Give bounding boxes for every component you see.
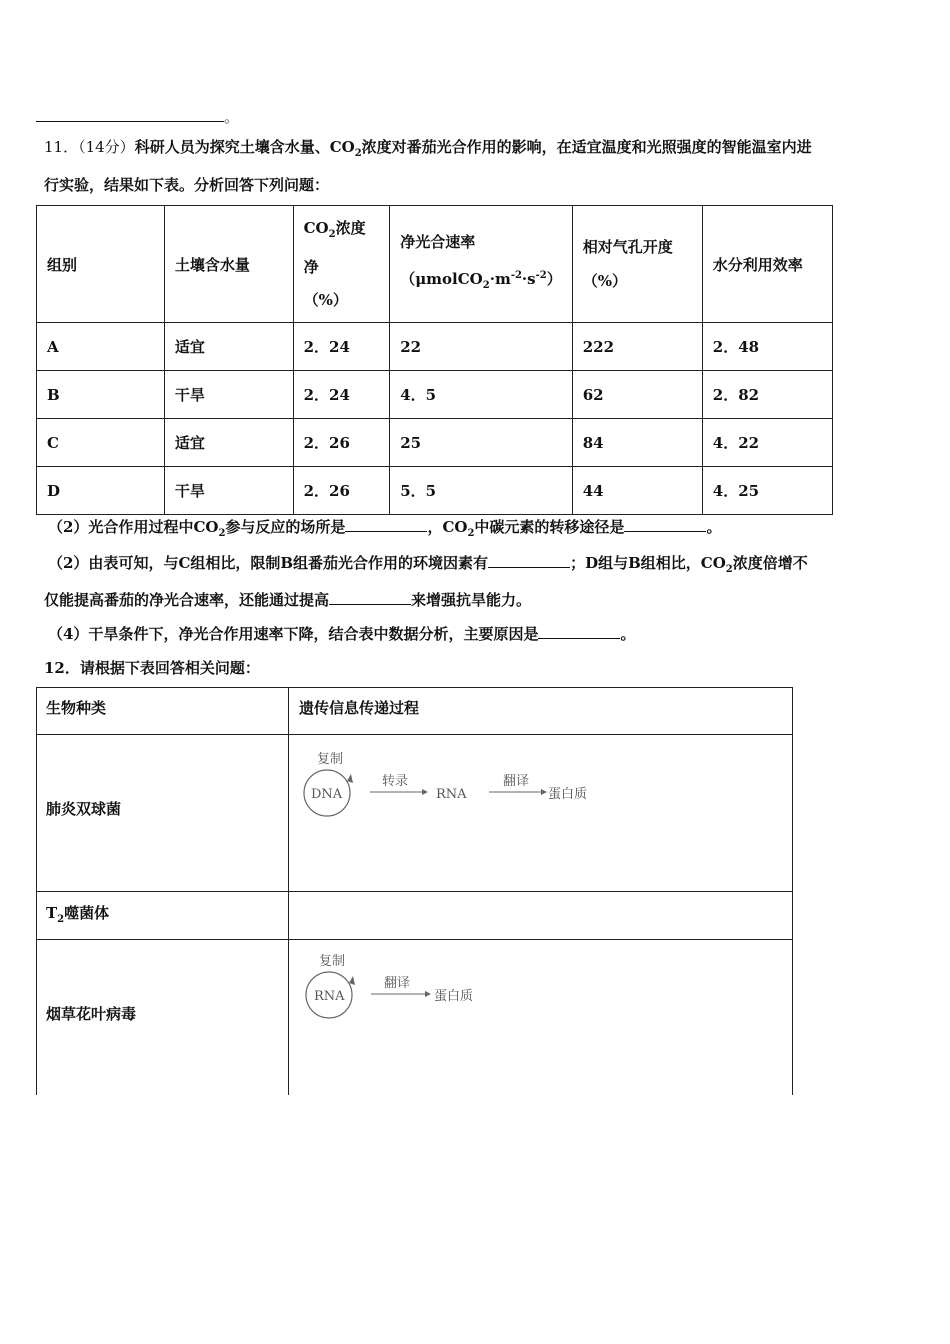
table-rule bbox=[36, 891, 793, 892]
translate-label: 翻译 bbox=[503, 774, 530, 789]
species-t2-phage: $T_2$噬菌体 bbox=[46, 904, 110, 925]
q11-data-table bbox=[36, 205, 833, 515]
header-soil: 土壤含水量 bbox=[164, 206, 293, 323]
arrowhead bbox=[541, 789, 547, 795]
flow-diagram-dna bbox=[298, 747, 628, 822]
header-process: 遗传信息传递过程 bbox=[299, 699, 420, 717]
top-answer-line bbox=[36, 106, 239, 127]
q11-number: 11．（14分） bbox=[44, 138, 135, 156]
protein-label: 蛋白质 bbox=[548, 787, 588, 802]
table-row: A 适宜 2．24 22 222 2．48 bbox=[37, 323, 833, 371]
flow-diagram-rna bbox=[298, 949, 558, 1024]
arrowhead bbox=[425, 991, 431, 997]
replicate-label: 复制 bbox=[317, 752, 344, 767]
answer-blank[interactable] bbox=[624, 531, 706, 532]
translate-label: 翻译 bbox=[384, 976, 411, 991]
end-mark: 。 bbox=[224, 108, 240, 126]
q12-title: 12．请根据下表回答相关问题： bbox=[44, 659, 260, 677]
header-co2: $CO_2$浓度 净 （%） bbox=[293, 206, 390, 323]
answer-blank[interactable] bbox=[345, 531, 427, 532]
table-row: D 干旱 2．26 5．5 44 4．25 bbox=[37, 467, 833, 515]
protein-label: 蛋白质 bbox=[434, 989, 474, 1004]
answer-blank[interactable] bbox=[538, 638, 620, 639]
header-water-eff: 水分利用效率 bbox=[702, 206, 832, 323]
answer-blank[interactable] bbox=[36, 121, 224, 122]
q11-sub2-line2: 仅能提高番茄的净光合速率，还能通过提高 来增强抗旱能力。 bbox=[44, 591, 532, 609]
arrowhead bbox=[422, 789, 428, 795]
cycle-arrowhead bbox=[349, 976, 355, 985]
species-pneumococcus: 肺炎双球菌 bbox=[46, 800, 122, 818]
q11-sub2-line1: （2）由表可知，与C组相比，限制B组番茄光合作用的环境因素有 ；D组与B组相比，$CO_2$浓度倍增不 bbox=[48, 554, 808, 575]
table-row: C 适宜 2．26 25 84 4．22 bbox=[37, 419, 833, 467]
header-rate: 净光合速率 $(\mu molCO_2\cdot m^{-2}\cdot s^{-2})$ bbox=[390, 206, 573, 323]
table-header-row bbox=[37, 206, 833, 323]
transcribe-label: 转录 bbox=[382, 774, 409, 789]
q11-sub1: （2）光合作用过程中$CO_2$参与反应的场所是 ，$CO_2$中碳元素的转移途径是 。 bbox=[48, 518, 722, 539]
dna-label: DNA bbox=[311, 787, 343, 802]
q11-intro-line2: 行实验，结果如下表。分析回答下列问题： bbox=[44, 176, 330, 194]
header-species: 生物种类 bbox=[46, 699, 107, 717]
replicate-label: 复制 bbox=[319, 954, 346, 969]
rna-label: RNA bbox=[314, 989, 345, 1004]
table-border-top bbox=[36, 687, 793, 688]
rna-label: RNA bbox=[436, 787, 467, 802]
answer-blank[interactable] bbox=[488, 567, 570, 568]
species-tmv: 烟草花叶病毒 bbox=[46, 1005, 137, 1023]
q11-intro-line1: 11．（14分）科研人员为探究土壤含水量、$CO_2$浓度对番茄光合作用的影响，在适宜温度和光照强度的智能温室内进 bbox=[44, 138, 812, 159]
header-stomata: 相对气孔开度 （%） bbox=[572, 206, 702, 323]
header-group: 组别 bbox=[37, 206, 165, 323]
table-rule bbox=[36, 734, 793, 735]
q11-sub4: （4）干旱条件下，净光合作用速率下降，结合表中数据分析，主要原因是 。 bbox=[48, 625, 636, 643]
q12-table bbox=[36, 687, 793, 1095]
table-rule bbox=[36, 939, 793, 940]
table-row: B 干旱 2．24 4．5 62 2．82 bbox=[37, 371, 833, 419]
cycle-arrowhead bbox=[347, 774, 353, 783]
answer-blank[interactable] bbox=[329, 604, 411, 605]
